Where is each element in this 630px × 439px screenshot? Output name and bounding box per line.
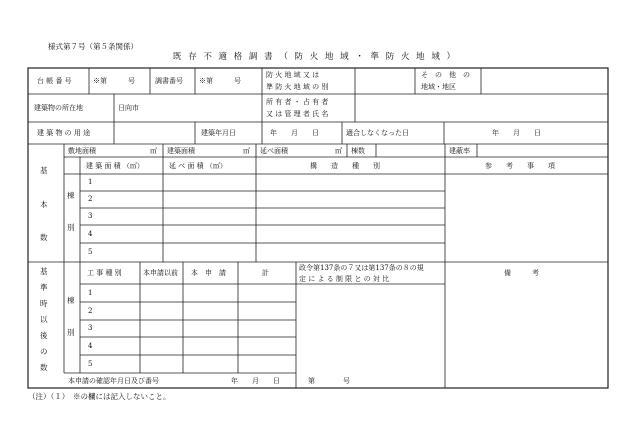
basic-row-number: 2 xyxy=(88,195,93,203)
basic-header-structure: 構 造 種 別 xyxy=(310,162,380,170)
basic-side-char-2: 本 xyxy=(40,200,48,209)
standard-side-char-6: の xyxy=(40,347,48,356)
standard-side-char-4: 以 xyxy=(40,315,48,324)
site-area-label: 敷地面積 xyxy=(68,147,96,155)
confirmation-date-label: 本申請の確認年月日及び番号 xyxy=(68,377,159,385)
standard-side-char-5: 後 xyxy=(40,331,48,340)
basic-mune-char-2: 別 xyxy=(67,223,75,232)
standard-row-number: 2 xyxy=(88,307,93,315)
standard-header-before: 本申請以前 xyxy=(143,269,178,277)
coverage-label: 建蔽率 xyxy=(449,147,470,155)
standard-row-number: 5 xyxy=(88,360,93,368)
ordinance-comparison-line1: 政令第137条の７又は第137条の８の規 xyxy=(299,264,424,272)
basic-header-building-area: 建 築 面 積 （㎡） xyxy=(86,162,144,170)
ordinance-comparison-line2: 定 に よ る 制 限 と の 対 比 xyxy=(299,275,390,283)
location-label: 建築物の所在地 xyxy=(34,104,83,112)
fire-zone-label-line1: 防 火 地 域 又 は xyxy=(266,71,320,79)
standard-mune-char-2: 別 xyxy=(67,328,75,337)
footnote: （注）（１） ※の欄には記入しないこと。 xyxy=(28,392,171,401)
owner-label-line1: 所 有 者 ・ 占 有 者 xyxy=(266,98,329,106)
floor-area-label: 延べ面積 xyxy=(260,147,288,155)
confirmation-date-value[interactable]: 年 月 日 第 号 xyxy=(231,377,350,385)
fire-zone-label-line2: 準 防 火 地 域 の 別 xyxy=(266,83,329,91)
chosho-number-label: 調書番号 xyxy=(155,77,183,85)
standard-row-number: 4 xyxy=(88,342,93,350)
other-zone-label-line1: そ の 他 の xyxy=(421,71,470,79)
standard-header-total: 計 xyxy=(262,269,269,277)
standard-side-char-2: 準 xyxy=(40,283,48,292)
basic-row-number: 5 xyxy=(88,248,93,256)
building-area-unit: ㎡ xyxy=(243,147,250,155)
standard-row-number: 3 xyxy=(88,324,93,332)
basic-side-char-3: 数 xyxy=(40,233,48,242)
basic-header-floor-area: 延 べ 面 積 （㎡） xyxy=(169,162,227,170)
basic-row-number: 4 xyxy=(88,230,93,238)
remarks-header: 備 考 xyxy=(504,269,539,277)
owner-label-line2: 又 は 管 理 者 氏 名 xyxy=(266,110,329,118)
form-number-label: 様式第７号（第５条関係） xyxy=(48,42,138,51)
num-buildings-label: 棟数 xyxy=(351,147,365,155)
basic-row-number: 1 xyxy=(88,178,93,186)
built-date-label: 建築年月日 xyxy=(201,129,236,137)
standard-header-application: 本 申 請 xyxy=(191,269,226,277)
basic-side-char-1: 基 xyxy=(40,166,48,175)
other-zone-label-line2: 地域・地区 xyxy=(421,83,456,91)
nonconform-date-label: 適合しなくなった日 xyxy=(346,129,409,137)
location-value[interactable]: 日向市 xyxy=(118,104,139,112)
basic-row-number: 3 xyxy=(88,212,93,220)
chosho-number-value[interactable]: ※第 号 xyxy=(199,77,241,85)
built-date-value[interactable]: 年 月 日 xyxy=(270,129,319,137)
standard-row-number: 1 xyxy=(88,289,93,297)
document-title: 既 存 不 適 格 調 書 （ 防 火 地 域 ・ 準 防 火 地 域 ） xyxy=(172,52,458,62)
site-area-unit: ㎡ xyxy=(150,147,157,155)
daicho-number-value[interactable]: ※第 号 xyxy=(93,77,135,85)
standard-mune-char-1: 棟 xyxy=(67,296,75,305)
standard-side-char-1: 基 xyxy=(40,267,48,276)
basic-mune-char-1: 棟 xyxy=(67,191,75,200)
nonconform-date-value[interactable]: 年 月 日 xyxy=(492,129,541,137)
standard-header-work-type: 工 事 種 別 xyxy=(87,269,122,277)
daicho-number-label: 台 帳 番 号 xyxy=(37,77,72,85)
standard-side-char-3: 時 xyxy=(40,299,48,308)
building-area-label: 建築面積 xyxy=(167,147,195,155)
building-use-label: 建 築 物 の 用 途 xyxy=(37,129,91,137)
basic-header-reference: 参 考 事 項 xyxy=(485,162,555,170)
floor-area-unit: ㎡ xyxy=(335,147,342,155)
standard-side-char-7: 数 xyxy=(40,363,48,372)
